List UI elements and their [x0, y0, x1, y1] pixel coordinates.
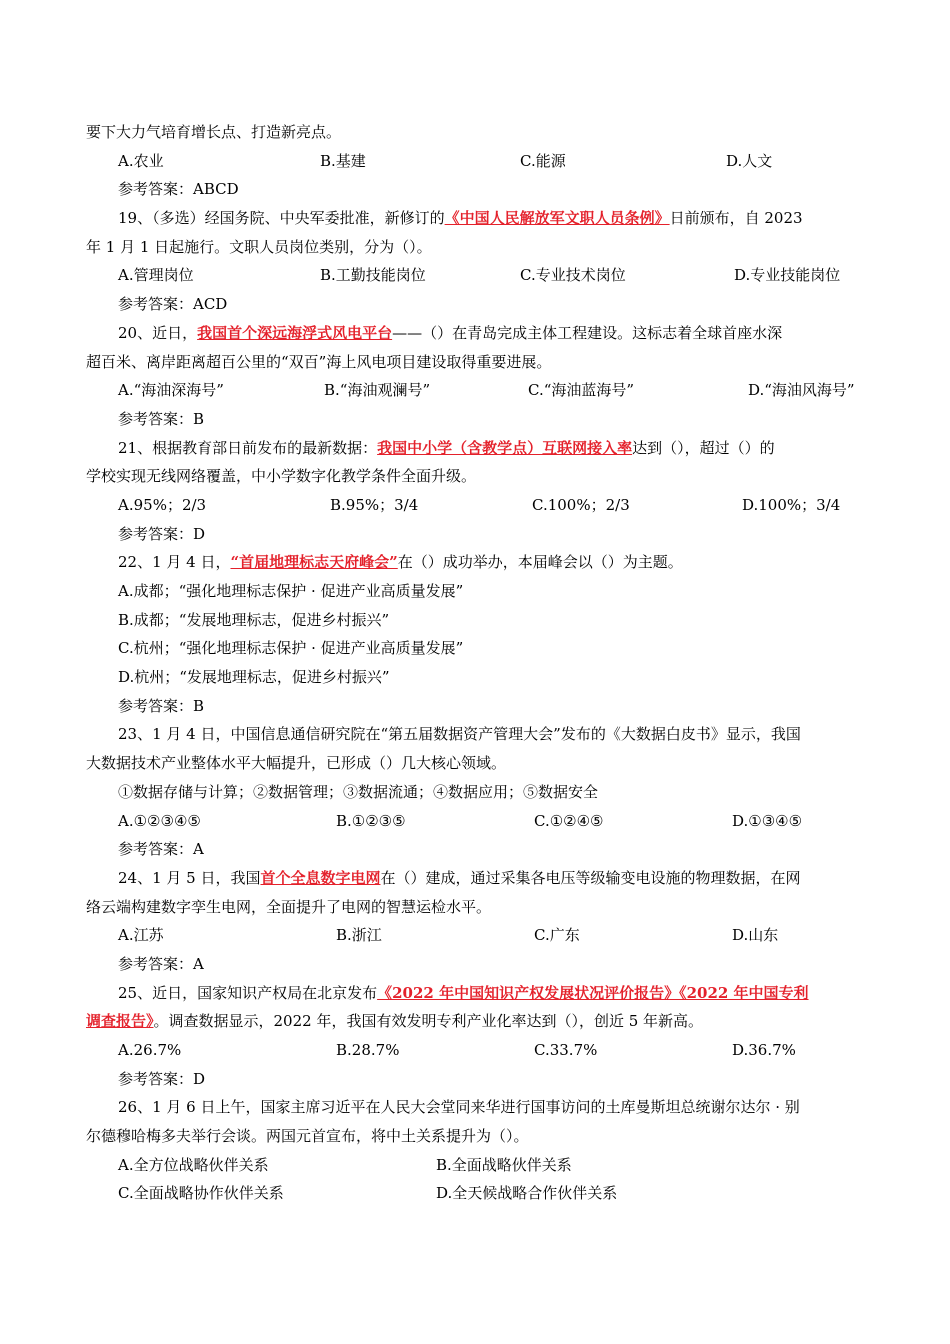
option-d: D.人文 [726, 151, 773, 170]
q22-option-b: B.成都；“发展地理标志，促进乡村振兴” [118, 610, 390, 629]
document-page [86, 118, 864, 1208]
q23-stem-line1: 23、1 月 4 日，中国信息通信研究院在“第五届数据资产管理大会”发布的《大数据白皮书》显示，我国 [118, 725, 801, 744]
q20-text-a: 20、近日， [118, 323, 198, 342]
q25-highlight-1: 《2022 年中国知识产权发展状况评价报告》《2022 年中国专利 [377, 983, 809, 1002]
q22-option-a: A.成都；“强化地理标志保护 · 促进产业高质量发展” [118, 582, 464, 600]
q18-answer: 参考答案：ABCD [118, 180, 239, 199]
q19-text-b: 日前颁布，自 2023 [669, 209, 803, 228]
q24-stem-line2: 络云端构建数字孪生电网，全面提升了电网的智慧运检水平。 [86, 897, 492, 916]
q22-highlight: “首届地理标志天府峰会” [230, 553, 398, 572]
option-d: D.全天候战略合作伙伴关系 [436, 1184, 618, 1203]
q24-text-a: 24、1 月 5 日，我国 [118, 868, 261, 887]
q21-text-a: 21、根据教育部日前发布的最新数据： [118, 438, 378, 457]
q23-stem-line3: ①数据存储与计算；②数据管理；③数据流通；④数据应用；⑤数据安全 [118, 782, 599, 801]
q19-stem-line2: 年 1 月 1 日起施行。文职人员岗位类别，分为（）。 [86, 237, 432, 256]
option-b: B.95%；3/4 [330, 495, 419, 514]
q26-options-row2 [86, 1179, 864, 1208]
q23-options [86, 807, 864, 836]
q25-options [86, 1036, 864, 1065]
option-a: A.“海油深海号” [118, 381, 224, 400]
q24-stem-line1 [86, 864, 864, 893]
option-c: C.全面战略协作伙伴关系 [118, 1184, 284, 1203]
q21-stem-line2: 学校实现无线网络覆盖，中小学数字化教学条件全面升级。 [86, 467, 477, 486]
option-b: B.全面战略伙伴关系 [436, 1155, 572, 1174]
q25-stem-line1 [86, 979, 864, 1008]
q20-answer: 参考答案：B [118, 409, 205, 428]
q22-text-a: 22、1 月 4 日， [118, 553, 231, 572]
option-b: B.“海油观澜号” [324, 381, 431, 400]
option-c: C.“海油蓝海号” [528, 381, 635, 400]
option-a: A.管理岗位 [118, 266, 194, 285]
q22-stem-line1 [86, 548, 864, 577]
option-b: B.基建 [320, 151, 366, 170]
q22-option-c: C.杭州；“强化地理标志保护 · 促进产业高质量发展” [118, 639, 464, 658]
q25-text-b: 。调查数据显示，2022 年，我国有效发明专利产业化率达到（），创近 5 年新高。 [153, 1012, 704, 1031]
q21-text-b: 达到（），超过（）的 [632, 438, 775, 457]
option-a: A.江苏 [118, 926, 164, 945]
q19-options [86, 261, 864, 290]
q19-stem-line1 [86, 204, 864, 233]
q22-option-d: D.杭州；“发展地理标志，促进乡村振兴” [118, 668, 390, 687]
q23-answer: 参考答案：A [118, 840, 204, 859]
q20-highlight: 我国首个深远海浮式风电平台 [197, 323, 393, 342]
q24-options [86, 921, 864, 950]
option-a: A.全方位战略伙伴关系 [118, 1155, 269, 1174]
option-d: D.山东 [732, 926, 779, 945]
q24-answer: 参考答案：A [118, 954, 204, 973]
q19-answer: 参考答案：ACD [118, 295, 228, 314]
option-c: C.100%；2/3 [532, 495, 630, 514]
q26-options-row1 [86, 1151, 864, 1180]
option-d: D.专业技能岗位 [734, 266, 841, 285]
option-a: A.农业 [118, 151, 164, 170]
q26-stem-line1: 26、1 月 6 日上午，国家主席习近平在人民大会堂同来华进行国事访问的土库曼斯坦总统谢尔达尔 · 别 [118, 1098, 800, 1117]
option-b: B.工勤技能岗位 [320, 266, 426, 285]
q20-text-b: ——（）在青岛完成主体工程建设。这标志着全球首座水深 [392, 323, 783, 342]
q25-highlight-2: 调查报告》 [86, 1012, 154, 1031]
q21-stem-line1 [86, 434, 864, 463]
option-d: D.36.7% [732, 1041, 796, 1059]
option-c: C.广东 [534, 926, 580, 945]
option-d: D.①③④⑤ [732, 811, 803, 830]
q19-text-a: 19、（多选）经国务院、中央军委批准，新修订的 [118, 209, 445, 228]
option-d: D.100%；3/4 [742, 495, 841, 514]
q26-stem-line2: 尔德穆哈梅多夫举行会谈。两国元首宣布，将中土关系提升为（）。 [86, 1127, 529, 1146]
q21-highlight: 我国中小学（含教学点）互联网接入率 [377, 438, 633, 457]
q21-answer: 参考答案：D [118, 524, 206, 543]
q21-options [86, 491, 864, 520]
q25-answer: 参考答案：D [118, 1069, 206, 1088]
q20-options [86, 376, 864, 405]
q18-options [86, 147, 864, 176]
q24-highlight: 首个全息数字电网 [260, 868, 381, 887]
q25-text-a: 25、近日，国家知识产权局在北京发布 [118, 983, 378, 1002]
q25-stem-line2 [86, 1007, 864, 1036]
q22-answer: 参考答案：B [118, 696, 205, 715]
option-c: C.①②④⑤ [534, 811, 604, 830]
q23-stem-line2: 大数据技术产业整体水平大幅提升，已形成（）几大核心领域。 [86, 754, 507, 773]
q18-continuation: 要下大力气培育增长点、打造新亮点。 [86, 123, 342, 141]
q20-stem-line1 [86, 319, 864, 348]
option-d: D.“海油风海号” [748, 381, 855, 400]
option-b: B.①②③⑤ [336, 811, 406, 830]
q22-text-b: 在（）成功举办，本届峰会以（）为主题。 [397, 553, 683, 572]
option-b: B.浙江 [336, 926, 382, 945]
option-c: C.33.7% [534, 1041, 598, 1059]
option-c: C.能源 [520, 151, 566, 170]
q24-text-b: 在（）建成，通过采集各电压等级输变电设施的物理数据，在网 [380, 868, 801, 887]
option-b: B.28.7% [336, 1041, 400, 1059]
option-a: A.①②③④⑤ [118, 811, 201, 830]
q20-stem-line2: 超百米、离岸距离超百公里的“双百”海上风电项目建设取得重要进展。 [86, 352, 552, 371]
option-a: A.95%；2/3 [118, 495, 207, 514]
option-a: A.26.7% [118, 1041, 182, 1059]
q19-highlight: 《中国人民解放军文职人员条例》 [444, 209, 670, 228]
option-c: C.专业技术岗位 [520, 266, 626, 285]
